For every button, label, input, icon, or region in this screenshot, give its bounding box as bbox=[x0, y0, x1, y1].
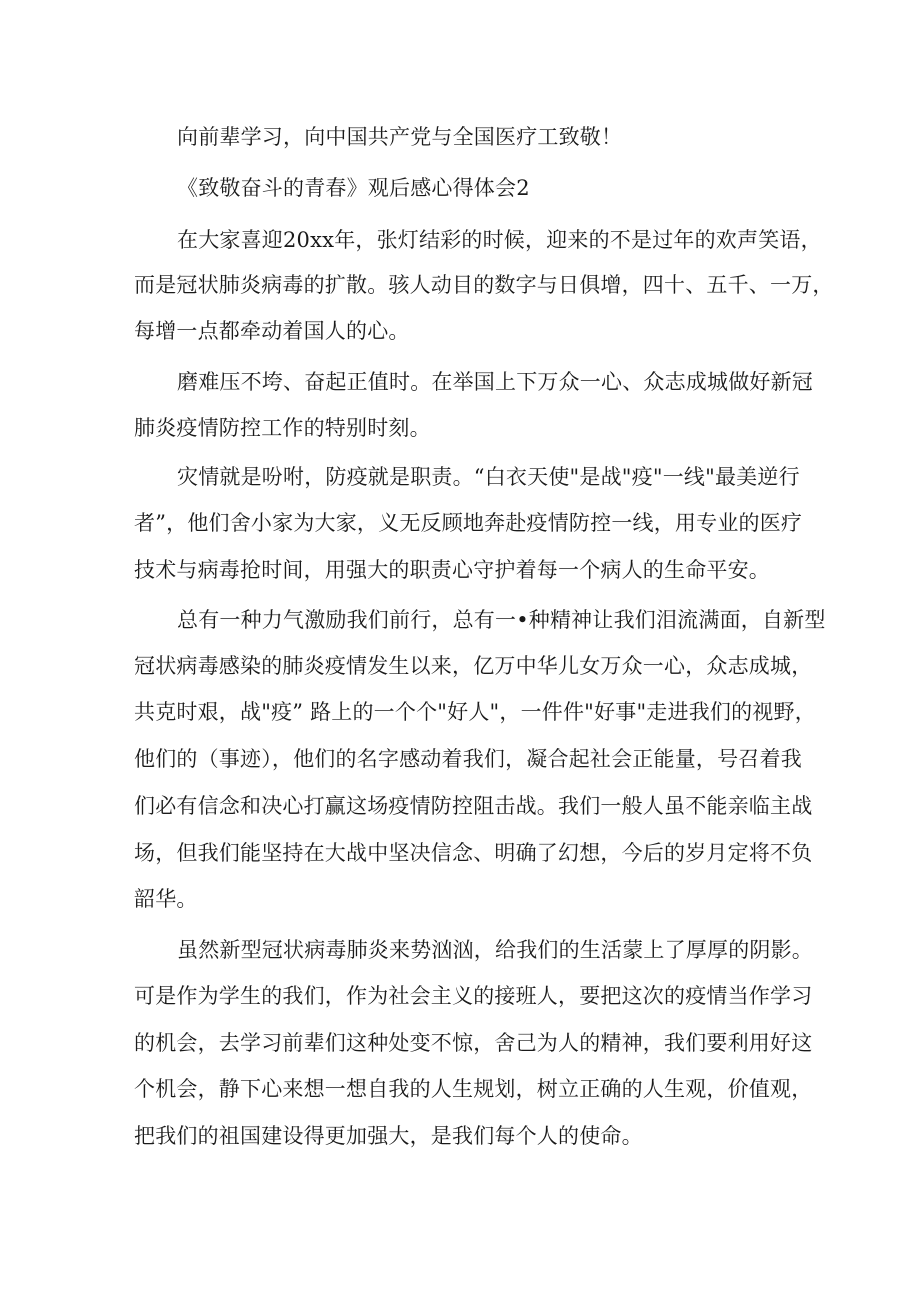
text-line-4: 而是冠状肺炎病毒的扩散。骇人动目的数字与日俱增，四十、五千、一万， bbox=[134, 273, 834, 297]
text-line-13: 共克时艰，战"疫” 路上的一个个"好人"，一件件"好事"走进我们的视野， bbox=[134, 700, 816, 724]
text-line-15: 们必有信念和决心打赢这场疫情防控阻击战。我们一般人虽不能亲临主战 bbox=[134, 794, 813, 818]
text-line-11: 总有一种力气激励我们前行，总有一•种精神让我们泪流满面，自新型 bbox=[177, 608, 826, 632]
text-line-17: 韶华。 bbox=[134, 887, 198, 911]
text-line-22: 把我们的祖国建设得更加强大，是我们每个人的使命。 bbox=[134, 1124, 643, 1148]
text-line-16: 场，但我们能坚持在大战中坚决信念、明确了幻想，今后的岁月定将不负 bbox=[134, 841, 813, 865]
text-line-6: 磨难压不垮、奋起正值时。在举国上下万众一心、众志成城做好新冠 bbox=[177, 370, 813, 394]
text-line-10: 技术与病毒抢时间，用强大的职责心守护着每一个病人的生命平安。 bbox=[134, 558, 770, 582]
text-line-9: 者”，他们舍小家为大家，义无反顾地奔赴疫情防控一线，用专业的医疗 bbox=[134, 511, 803, 535]
text-line-18: 虽然新型冠状病毒肺炎来势汹汹，给我们的生活蒙上了厚厚的阴影。 bbox=[177, 938, 813, 962]
text-line-1: 向前辈学习，向中国共产党与全国医疗工致敬！ bbox=[177, 125, 623, 149]
text-line-8: 灾情就是吩咐，防疫就是职责。“白衣天使"是战"疫"一线"最美逆行 bbox=[177, 465, 800, 489]
section-title: 《致敬奋斗的青春》观后感心得体会2 bbox=[177, 176, 530, 200]
text-line-19: 可是作为学生的我们，作为社会主义的接班人，要把这次的疫情当作学习 bbox=[134, 984, 813, 1008]
text-line-14: 他们的（事迹），他们的名字感动着我们，凝合起社会正能量，号召着我 bbox=[134, 747, 802, 771]
text-line-12: 冠状病毒感染的肺炎疫情发生以来，亿万中华儿女万众一心，众志成城， bbox=[134, 654, 813, 678]
text-line-21: 个机会，静下心来想一想自我的人生规划，树立正确的人生观，价值观， bbox=[134, 1077, 813, 1101]
text-line-20: 的机会，去学习前辈们这种处变不惊，舍己为人的精神，我们要利用好这 bbox=[134, 1031, 813, 1055]
text-line-7: 肺炎疫情防控工作的特别时刻。 bbox=[134, 416, 431, 440]
text-line-5: 每增一点都牵动着国人的心。 bbox=[134, 319, 410, 343]
text-line-3: 在大家喜迎20xx年，张灯结彩的时候，迎来的不是过年的欢声笑语， bbox=[177, 228, 822, 252]
